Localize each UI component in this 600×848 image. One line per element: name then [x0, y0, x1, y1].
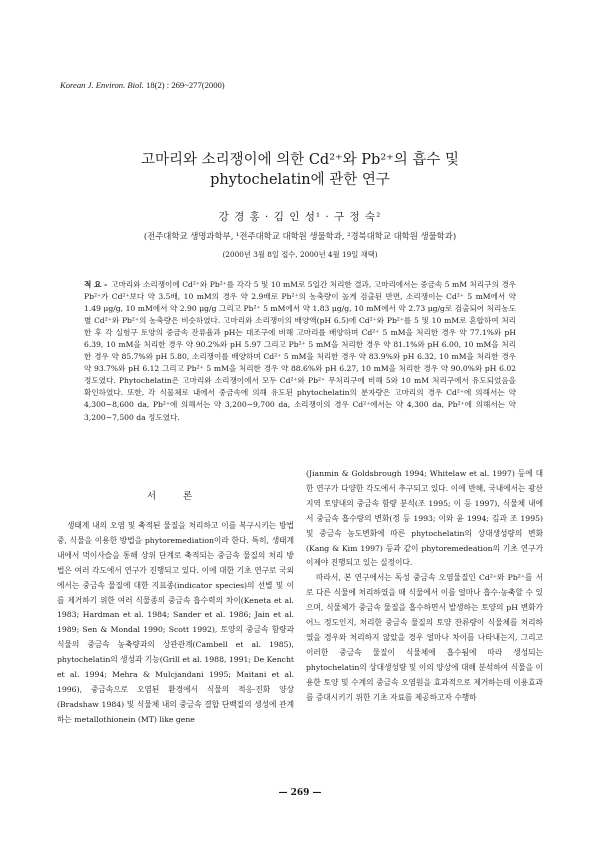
- page-number: — 269 —: [278, 788, 322, 798]
- article-title: [100, 150, 500, 190]
- journal-name: Korean J. Environ. Biol.: [60, 80, 144, 90]
- affiliation: (전주대학교 생명과학부, ¹전주대학교 대학원 생물학과, ²경북대학교 대학원 생물학과): [143, 231, 457, 241]
- title-line-2: phytochelatin에 관한 연구: [210, 172, 390, 188]
- section-heading-intro: 서 론: [146, 491, 205, 502]
- abstract-lead: 적 요 -: [84, 280, 108, 289]
- abstract: [84, 279, 516, 424]
- abstract-text: 고마리와 소리쟁이에 Cd²⁺와 Pb²⁺를 각각 5 및 10 mM로 5일간 처리한 결과, 고마리에서는 중금속 5 mM 처리구의 경우 Pb²⁺가 Cd²⁺보다 약 3.5배, 10 mM의 경우 약 2.9배로 Pb²⁺의 농축량이 높게 검출된 반면, 소리쟁이는 Cd²⁺ 5 mM에서 약 1.49 μg/g, 10 mM에서 약 2.90 μg/g 그리고 Pb²⁺ 5 mM에서 약 1.83 μg/g, 10 mM에서 약 2.73 μg/g로 검출되어 처리농도별 Cd²⁺와 Pb²⁺의 농축량은 비슷하였다. 고마리와 소리쟁이의 배양액(pH 6.5)에 Cd²⁺와 Pb²⁺를 5 및 10 mM로 혼합하여 처리한 후 각 실험구 토양의 중금속 잔류율과 pH는 대조구에 비해 고마리를 배양하며 Cd²⁺ 5 mM을 처리한 경우 약 77.1%와 pH 6.39, 10 mM을 처리한 경우 약 90.2%와 pH 5.97 그리고 Pb²⁺ 5 mM을 처리한 경우 약 81.1%와 pH 6.00, 10 mM을 처리한 경우 약 85.7%와 pH 5.80, 소리쟁이를 배양하며 Cd²⁺ 5 mM을 처리한 경우 약 83.9%와 pH 6.32, 10 mM을 처리한 경우 약 93.7%와 pH 6.12 그리고 Pb²⁺ 5 mM을 처리한 경우 약 88.6%와 pH 6.27, 10 mM을 처리한 경우 약 90.0%와 pH 6.02 정도였다. Phytochelatin은 고마리와 소리쟁이에서 모두 Cd²⁺와 Pb²⁺ 무처리구에 비해 5와 10 mM 처리구에서 유도되었음을 확인하였다. 또한, 각 식물체로 내에서 중금속에 의해 유도된 phytochelatin의 분자량은 고마리의 경우 Cd²⁺에 의해서는 약 4,300~8,600 da, Pb²⁺에 의해서는 약 3,200~9,700 da, 소리쟁이의 경우 Cd²⁺에서는 약 4,300 da, Pb²⁺에 의해서는 약 3,200~7,500 da 정도였다.: [84, 280, 516, 422]
- received-accepted-dates: (2000년 3월 8일 접수, 2000년 4월 19일 채택): [222, 250, 378, 259]
- intro-paragraph-2: 따라서, 본 연구에서는 독성 중금속 오염물질인 Cd²⁺와 Pb²⁺를 서로 다른 식물에 처리하였을 때 식물에서 이를 얼마나 흡수·농축할 수 있으며, 식물체가 중금속 물질을 흡수하면서 발생하는 토양의 pH 변화가 어느 정도인지, 처리한 중금속 물질의 토양 잔류량이 식물체를 처리하였을 경우와 처리하지 않았을 경우 얼마나 차이를 나타내는지, 그리고 이러한 중금속 물질이 식물체에 흡수됨에 따라 생성되는 phytochelatin의 상대생성량 및 이의 양상에 대해 분석하여 식물을 이용한 토양 및 수계의 중금속 오염원을 효과적으로 제거하는데 이용효과를 증대시키기 위한 기초 자료를 제공하고자 수행하: [306, 573, 543, 702]
- journal-header: [60, 80, 225, 90]
- intro-paragraph-1-continued: (Jianmin & Goldsbrough 1994; Whitelaw et al. 1997) 등에 대한 연구가 다양한 각도에서 추구되고 있다. 이에 반해, 국내에서는 광산지역 토양내의 중금속 함량 분석(조 1995; 이 등 1997), 식물체 내에서 중금속 흡수량의 변화(정 등 1993; 이와 윤 1994; 김과 조 1995) 및 중금속 농도변화에 따른 phytochelatin의 상대생성량의 변화(Kang & Kim 1997) 등과 같이 phytoremedeation의 기초 연구가 이제야 진행되고 있는 실정이다.: [306, 469, 543, 568]
- title-line-1: 고마리와 소리쟁이에 의한 Cd²⁺와 Pb²⁺의 흡수 및: [140, 152, 460, 168]
- right-column: [306, 467, 543, 706]
- left-column: [57, 487, 294, 728]
- intro-paragraph-1: 생태계 내의 오염 및 축적된 물질을 처리하고 이를 복구시키는 방법 중, 식물을 이용한 방법을 phytoremediation이라 한다. 특히, 생태계 내에서 먹이사슬을 통해 상위 단계로 축적되는 중금속 물질의 처리 방법은 여러 각도에서 연구가 진행되고 있다. 이에 대한 기초 연구로 국외에서는 중금속 물질에 대한 지표종(indicator species)의 선별 및 이를 제거하기 위한 여러 식물종의 중금속 흡수력의 차이(Keneta et al. 1983; Hardman et al. 1984; Sander et al. 1986; Jain et al. 1989; Sen & Mondal 1990; Scott 1992), 토양의 중금속 함량과 식물의 중금속 농축량과의 상관관계(Cambell et al. 1985), phytochelatin의 생성과 기능(Grill et al. 1988, 1991; De Kencht et al. 1994; Mehra & Mulcjandani 1995; Maitani et al. 1996), 중금속으로 오염된 환경에서 식물의 적응·진화 양상(Bradshaw 1984) 및 식물체 내의 중금속 결합 단백질의 생성에 관계하는 metallothionein (MT) like gene: [57, 521, 294, 724]
- journal-citation: 18(2) : 269~277(2000): [146, 80, 225, 90]
- author-list: 강 경 홍 · 김 인 성¹ · 구 정 숙²: [218, 211, 382, 223]
